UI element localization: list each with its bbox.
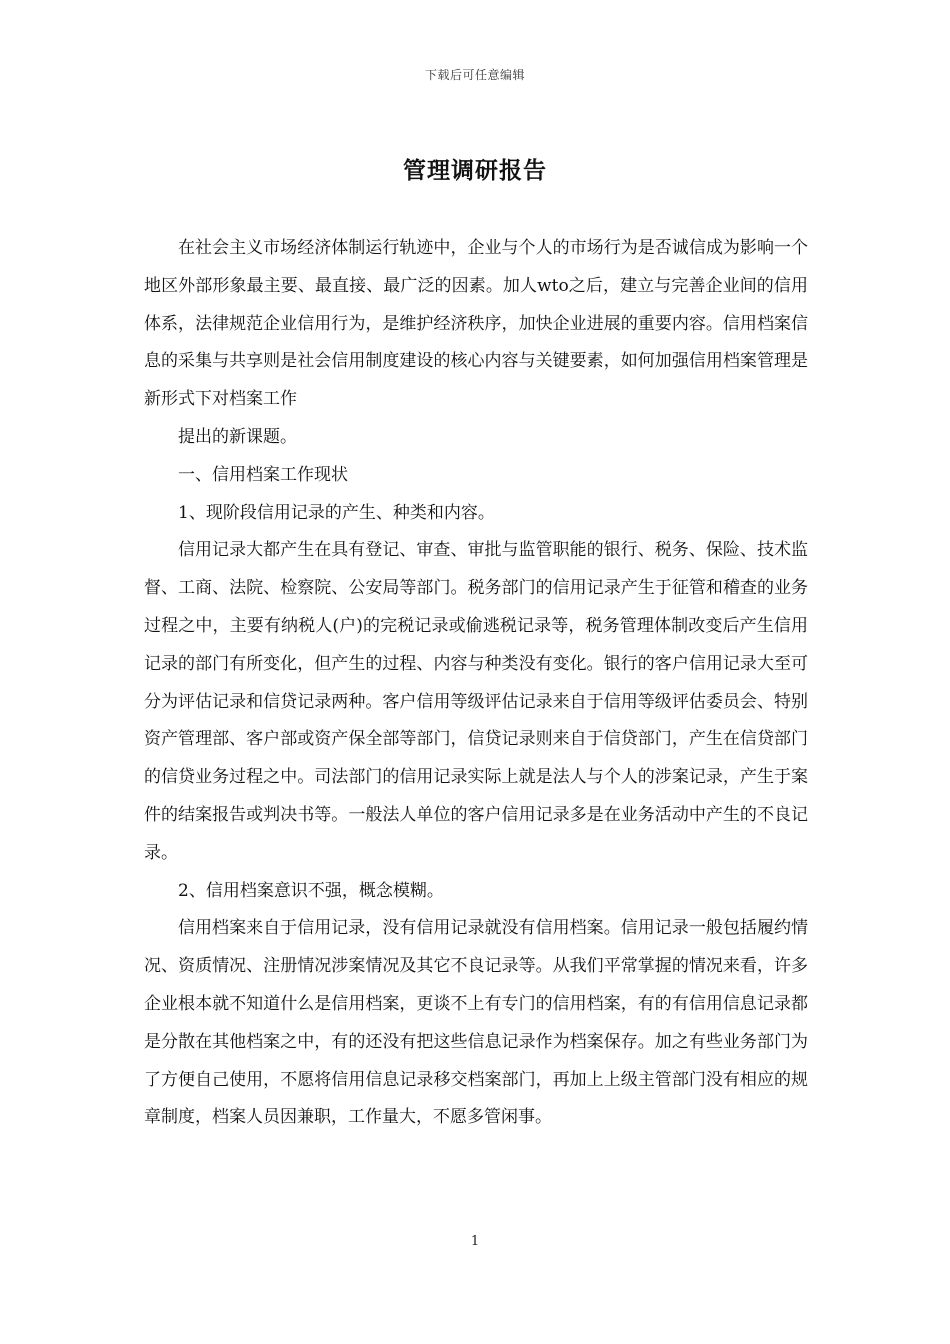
subsection-heading-2: 2、信用档案意识不强，概念模糊。 — [178, 880, 444, 901]
header-download-note: 下载后可任意编辑 — [424, 68, 525, 82]
page-number: 1 — [470, 1234, 480, 1249]
section-heading-1: 一、信用档案工作现状 — [178, 464, 348, 485]
paragraph-credit-records: 信用记录大都产生在具有登记、审查、审批与监管职能的银行、税务、保险、技术监督、工商、法院、检察院、公安局等部门。税务部门的信用记录产生于征管和稽查的业务过程之中，主要有纳税人(户)的完税记录或偷逃税记录等，税务管理体制改变后产生信用记录的部门有所变化，但产生的过程、内容与种类没有变化。银行的客户信用记录大至可分为评估记录和信贷记录两种。客户信用等级评估记录来自于信用等级评估委员会、特别资产管理部、客户部或资产保全部等部门，信贷记录则来自于信贷部门，产生在信贷部门的信贷业务过程之中。司法部门的信用记录实际上就是法人与个人的涉案记录，产生于案件的结案报告或判决书等。一般法人单位的客户信用记录多是在业务活动中产生的不良记录。 — [144, 540, 808, 863]
document-title: 管理调研报告 — [403, 157, 547, 184]
paragraph-credit-archives: 信用档案来自于信用记录，没有信用记录就没有信用档案。信用记录一般包括履约情况、资质情况、注册情况涉案情况及其它不良记录等。从我们平常掌握的情况来看，许多企业根本就不知道什么是信用档案，更谈不上有专门的信用档案，有的有信用信息记录都是分散在其他档案之中，有的还没有把这些信息记录作为档案保存。加之有些业务部门为了方便自己使用，不愿将信用信息记录移交档案部门，再加上上级主管部门没有相应的规章制度，档案人员因兼职，工作量大，不愿多管闲事。 — [144, 918, 808, 1128]
document-body — [144, 230, 808, 1137]
paragraph-intro-continued: 提出的新课题。 — [178, 426, 297, 447]
subsection-heading-1: 1、现阶段信用记录的产生、种类和内容。 — [178, 502, 495, 523]
paragraph-intro: 在社会主义市场经济体制运行轨迹中，企业与个人的市场行为是否诚信成为影响一个地区外部形象最主要、最直接、最广泛的因素。加人wto之后，建立与完善企业间的信用体系，法律规范企业信用行为，是维护经济秩序，加快企业进展的重要内容。信用档案信息的采集与共享则是社会信用制度建设的核心内容与关键要素，如何加强信用档案管理是新形式下对档案工作 — [144, 238, 808, 410]
